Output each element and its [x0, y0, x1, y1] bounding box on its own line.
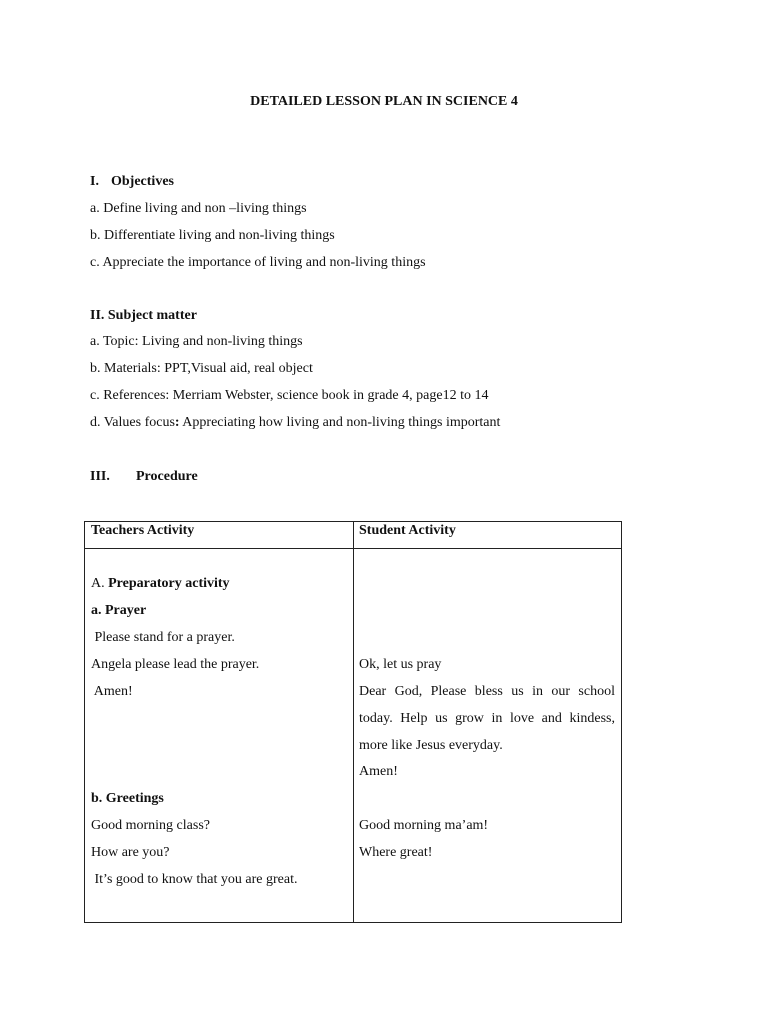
objective-item: a. Define living and non –living things — [90, 201, 307, 216]
table-header-teacher: Teachers Activity — [91, 523, 195, 538]
objective-item: b. Differentiate living and non-living things — [90, 228, 335, 243]
objectives-title: Objectives — [111, 174, 174, 189]
values-focus-label: d. Values focus — [90, 415, 175, 430]
student-line: Amen! — [359, 764, 398, 779]
subject-matter-item: b. Materials: PPT,Visual aid, real object — [90, 361, 313, 376]
table-column-divider — [353, 522, 354, 922]
student-prayer-text: Dear God, Please bless us in our school today. Help us grow in love and kindess, more like Jesus everyday. — [359, 684, 615, 753]
table-header-divider — [85, 548, 621, 549]
section-letter: A. — [91, 576, 109, 591]
objectives-heading — [90, 174, 174, 190]
procedure-number: III. — [90, 469, 110, 484]
objectives-number: I. — [90, 174, 99, 189]
student-line: Where great! — [359, 845, 433, 860]
greetings-heading: b. Greetings — [91, 791, 164, 806]
values-focus-colon: : — [174, 415, 180, 430]
values-focus-text: Appreciating how living and non-living things important — [179, 415, 501, 430]
teacher-line: Good morning class? — [91, 818, 210, 833]
table-header-student: Student Activity — [359, 523, 456, 538]
objective-item: c. Appreciate the importance of living and non-living things — [90, 255, 426, 270]
values-focus-item — [90, 415, 500, 431]
subject-matter-item: a. Topic: Living and non-living things — [90, 334, 303, 349]
procedure-table — [84, 521, 622, 923]
student-line: Ok, let us pray — [359, 657, 442, 672]
procedure-heading — [90, 469, 198, 485]
prayer-heading: a. Prayer — [91, 603, 147, 618]
section-title: Preparatory activity — [108, 576, 230, 591]
teacher-line: It’s good to know that you are great. — [91, 872, 298, 887]
student-line: Good morning ma’am! — [359, 818, 489, 833]
teacher-line: Please stand for a prayer. — [91, 630, 235, 645]
teacher-line: Amen! — [91, 684, 133, 699]
teacher-line: How are you? — [91, 845, 170, 860]
subject-matter-item: c. References: Merriam Webster, science book in grade 4, page12 to 14 — [90, 388, 489, 403]
preparatory-activity-heading — [91, 576, 230, 592]
subject-matter-heading: II. Subject matter — [90, 308, 197, 323]
teacher-line: Angela please lead the prayer. — [91, 657, 260, 672]
document-title: DETAILED LESSON PLAN IN SCIENCE 4 — [250, 94, 518, 109]
procedure-title: Procedure — [136, 469, 198, 484]
